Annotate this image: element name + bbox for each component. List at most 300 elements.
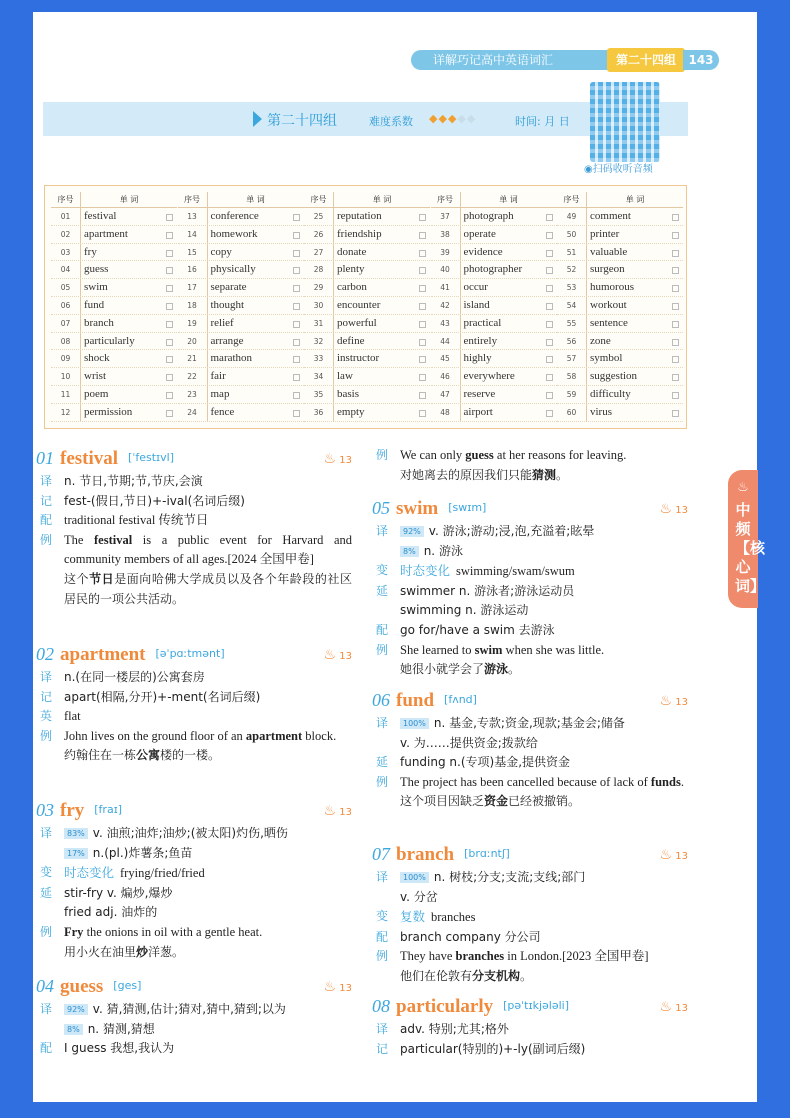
word: swim <box>84 281 108 294</box>
word-number: 31 <box>304 315 334 332</box>
word-row <box>304 333 430 351</box>
entry-number: 01 <box>36 448 54 468</box>
diamond-icon: ◆ <box>447 112 458 125</box>
word-number: 55 <box>557 315 587 332</box>
word-column <box>51 192 177 422</box>
word: law <box>337 370 353 383</box>
word-row <box>51 386 177 404</box>
frequency-badge: ♨ 13 <box>659 999 688 1015</box>
word: operate <box>463 227 496 240</box>
word: copy <box>210 245 232 258</box>
word: airport <box>463 405 493 418</box>
checkbox[interactable] <box>293 321 300 328</box>
word-row <box>431 297 557 315</box>
word-number: 57 <box>557 350 587 367</box>
word: evidence <box>463 245 503 258</box>
flame-icon: ♨ <box>323 451 337 467</box>
checkbox[interactable] <box>672 267 679 274</box>
word-row <box>557 404 683 422</box>
entry-branch: 07 branch [brɑːntʃ] ♨ 13 译 100% n. 树枝;分支;支流;支线;部门 v. 分岔 变 复数 branches 配 branch company 分公司 例 They have branches in London.[2023 全国甲卷] 他们在伦敦有分支机构。 <box>372 844 688 983</box>
checkbox[interactable] <box>672 374 679 381</box>
word: workout <box>590 298 627 311</box>
checkbox[interactable] <box>419 250 426 257</box>
word-number: 01 <box>51 208 81 225</box>
word-row <box>51 279 177 297</box>
word-column <box>557 192 683 422</box>
header-word: 单 词 <box>499 195 518 204</box>
word-number: 49 <box>557 208 587 225</box>
frequency-badge: ♨ 13 <box>323 803 352 819</box>
frequency-badge: ♨ 13 <box>659 501 688 517</box>
difficulty-label: 难度系数 <box>369 115 413 128</box>
word: practical <box>463 316 502 329</box>
word: instructor <box>337 352 380 365</box>
word-number: 29 <box>304 279 334 296</box>
word-number: 16 <box>178 261 208 278</box>
checkbox[interactable] <box>166 214 173 221</box>
word-number: 43 <box>431 315 461 332</box>
word-number: 47 <box>431 386 461 403</box>
checkbox[interactable] <box>293 356 300 363</box>
word-row <box>557 333 683 351</box>
word-row <box>178 315 304 333</box>
word-number: 23 <box>178 386 208 403</box>
word: apartment <box>84 227 128 240</box>
entry-fry: 03 fry [fraɪ] ♨ 13 译 83% v. 油煎;油炸;油炒;(被太阳)灼伤,晒伤 17% n.(pl.)炸薯条;鱼苗 变 时态变化 frying/fried/fried 延 stir-fry v. 煸炒,爆炒 fried adj. 油炸的 例 Fry the onions in oil with a gentle heat. 用小火在油里炒洋葱。 <box>36 800 352 959</box>
header-num: 序号 <box>431 192 461 207</box>
word: arrange <box>210 334 244 347</box>
word-row <box>557 208 683 226</box>
word: guess <box>84 263 109 276</box>
word-number: 42 <box>431 297 461 314</box>
translation: n. 节日,节期;节,节庆,会演 <box>64 474 203 488</box>
word-number: 13 <box>178 208 208 225</box>
word: relief <box>210 316 234 329</box>
checkbox[interactable] <box>166 267 173 274</box>
word-number: 38 <box>431 226 461 243</box>
word-row <box>557 315 683 333</box>
word-number: 07 <box>51 315 81 332</box>
word: printer <box>590 227 620 240</box>
word-row <box>304 386 430 404</box>
header-word: 单 词 <box>625 195 645 204</box>
checkbox[interactable] <box>546 303 553 310</box>
checkbox[interactable] <box>546 285 553 292</box>
word-number: 51 <box>557 244 587 261</box>
word: island <box>463 298 490 311</box>
diamond-icon: ◆ <box>429 112 439 125</box>
word-row <box>304 315 430 333</box>
word: physically <box>210 263 256 276</box>
frequency-badge: ♨ 13 <box>323 451 352 467</box>
word-row <box>304 297 430 315</box>
checkbox[interactable] <box>293 303 300 310</box>
header-word: 单 词 <box>119 195 139 204</box>
word-number: 10 <box>51 368 81 385</box>
word: permission <box>84 405 133 418</box>
checkbox[interactable] <box>672 250 679 257</box>
checkbox[interactable] <box>166 303 173 310</box>
group-title: 第二十四组 <box>267 113 337 129</box>
header-num: 序号 <box>557 192 587 207</box>
entry-particularly: 08 particularly [pəˈtɪkjələli] ♨ 13 译 adv. 特别;尤其;格外 记 particular(特别的)+-ly(副词后缀) <box>372 996 688 1056</box>
difficulty-gems <box>429 112 476 125</box>
word-row <box>304 279 430 297</box>
word-row <box>431 333 557 351</box>
flame-icon: ♨ <box>323 647 337 663</box>
word-number: 02 <box>51 226 81 243</box>
word-number: 32 <box>304 333 334 350</box>
checkbox[interactable] <box>166 374 173 381</box>
checkbox[interactable] <box>166 410 173 417</box>
word-number: 53 <box>557 279 587 296</box>
word: branch <box>84 316 114 329</box>
word: thought <box>210 298 245 311</box>
word: symbol <box>590 352 623 365</box>
entry-guess-example: 例 We can only guess at her reasons for leaving. 对她离去的原因我们只能猜测。 <box>376 448 627 482</box>
word-number: 17 <box>178 279 208 296</box>
checkbox[interactable] <box>672 303 679 310</box>
checkbox[interactable] <box>293 392 300 399</box>
word: encounter <box>337 298 381 311</box>
checkbox[interactable] <box>546 339 553 346</box>
word-number: 46 <box>431 368 461 385</box>
word-number: 37 <box>431 208 461 225</box>
word: everywhere <box>463 370 515 383</box>
word-number: 36 <box>304 404 334 421</box>
word: zone <box>590 334 611 347</box>
word-number: 45 <box>431 350 461 367</box>
checkbox[interactable] <box>293 285 300 292</box>
flame-icon: ♨ <box>659 847 673 863</box>
word-row <box>431 226 557 244</box>
word: festival <box>84 210 117 222</box>
word: highly <box>463 352 492 365</box>
word-row <box>51 404 177 422</box>
word: conference <box>210 210 259 222</box>
checkbox[interactable] <box>166 285 173 292</box>
headword: branch <box>396 844 455 865</box>
word-row <box>557 368 683 386</box>
checkbox[interactable] <box>293 339 300 346</box>
word: map <box>210 387 230 400</box>
word-number: 27 <box>304 244 334 261</box>
word-row <box>178 297 304 315</box>
headword: fry <box>60 800 85 821</box>
checkbox[interactable] <box>546 214 553 221</box>
word-column <box>178 192 304 422</box>
word-number: 39 <box>431 244 461 261</box>
word-row <box>557 279 683 297</box>
word-row <box>178 350 304 368</box>
checkbox[interactable] <box>672 356 679 363</box>
word-row <box>178 226 304 244</box>
word-row <box>557 226 683 244</box>
word-row <box>51 297 177 315</box>
word: empty <box>337 405 365 418</box>
word-number: 35 <box>304 386 334 403</box>
checkbox[interactable] <box>672 410 679 417</box>
checkbox[interactable] <box>166 392 173 399</box>
checkbox[interactable] <box>166 339 173 346</box>
checkbox[interactable] <box>293 250 300 257</box>
flame-icon: ♨ <box>659 501 673 517</box>
headword: guess <box>60 976 104 997</box>
word: wrist <box>84 370 106 383</box>
time-label: 时间: 月 日 <box>515 115 570 128</box>
checkbox[interactable] <box>166 250 173 257</box>
word-row <box>431 386 557 404</box>
word: carbon <box>337 281 367 294</box>
word: sentence <box>590 316 628 329</box>
qr-code-icon[interactable] <box>590 82 660 162</box>
checkbox[interactable] <box>546 267 553 274</box>
word-number: 60 <box>557 404 587 421</box>
word: define <box>337 334 365 347</box>
checkbox[interactable] <box>546 392 553 399</box>
frequency-badge: ♨ 13 <box>659 693 688 709</box>
word: reputation <box>337 210 382 222</box>
word-number: 44 <box>431 333 461 350</box>
word-number: 03 <box>51 244 81 261</box>
word-row <box>178 261 304 279</box>
word: separate <box>210 281 247 294</box>
flame-icon: ♨ <box>323 803 337 819</box>
word-number: 56 <box>557 333 587 350</box>
word: occur <box>463 281 488 294</box>
word-row <box>304 368 430 386</box>
word-row <box>431 368 557 386</box>
checkbox[interactable] <box>166 356 173 363</box>
word: reserve <box>463 387 496 400</box>
word: surgeon <box>590 263 625 276</box>
word-number: 18 <box>178 297 208 314</box>
word-row <box>304 244 430 262</box>
flame-icon: ♨ <box>737 480 749 495</box>
word: virus <box>590 405 612 418</box>
word: particularly <box>84 334 135 347</box>
entry-festival: 01 festival [ˈfestɪvl] ♨ 13 译 n. 节日,节期;节,节庆,会演 记 fest-(假日,节日)+-ival(名词后缀) 配 traditional festival 传统节日 例 The festival is a public event for Harvard and community members of all ages.[2024 全国甲卷] 这个节日是面向哈佛大学成员以及各个年龄段的社区居民的一项公共活动。 <box>36 448 352 609</box>
word-number: 22 <box>178 368 208 385</box>
frequency-badge: ♨ 13 <box>323 979 352 995</box>
word: difficulty <box>590 387 631 400</box>
checkbox[interactable] <box>166 232 173 239</box>
word-row <box>304 208 430 226</box>
group-label: 第二十四组 <box>607 48 685 72</box>
word-number: 33 <box>304 350 334 367</box>
word-row <box>431 315 557 333</box>
word-number: 54 <box>557 297 587 314</box>
entry-apartment: 02 apartment [əˈpɑːtmənt] ♨ 13 译 n.(在同一楼层的)公寓套房 记 apart(相隔,分开)+-ment(名词后缀) 英 flat 例 John lives on the ground floor of an apartment block. 约翰住在一栋公寓楼的一楼。 <box>36 644 352 763</box>
checkbox[interactable] <box>546 250 553 257</box>
word-number: 06 <box>51 297 81 314</box>
word: basis <box>337 387 359 400</box>
checkbox[interactable] <box>672 232 679 239</box>
word-row <box>557 350 683 368</box>
word: suggestion <box>590 370 638 383</box>
word-number: 08 <box>51 333 81 350</box>
word-number: 34 <box>304 368 334 385</box>
header-num: 序号 <box>51 192 81 207</box>
word: entirely <box>463 334 498 347</box>
word: humorous <box>590 281 634 294</box>
word-number: 21 <box>178 350 208 367</box>
frequency-badge: ♨ 13 <box>659 847 688 863</box>
checkbox[interactable] <box>293 410 300 417</box>
word-column <box>431 192 557 422</box>
word-row <box>304 226 430 244</box>
word-list-table <box>44 185 687 429</box>
word-number: 25 <box>304 208 334 225</box>
diamond-icon: ◆ <box>457 112 467 125</box>
example-cn: 这个节日是面向哈佛大学成员以及各个年龄段的社区居民的一项公共活动。 <box>64 571 352 606</box>
checkbox[interactable] <box>419 410 426 417</box>
checkbox[interactable] <box>672 285 679 292</box>
word-row <box>557 261 683 279</box>
checkbox[interactable] <box>293 267 300 274</box>
headword: festival <box>60 448 119 469</box>
word-row <box>557 244 683 262</box>
checkbox[interactable] <box>419 374 426 381</box>
flame-icon: ♨ <box>659 693 673 709</box>
word: marathon <box>210 352 253 365</box>
word-number: 41 <box>431 279 461 296</box>
word-row <box>304 261 430 279</box>
diamond-icon: ◆ <box>438 112 448 125</box>
checkbox[interactable] <box>546 374 553 381</box>
checkbox[interactable] <box>546 321 553 328</box>
qr-caption: ◉扫码收听音频 <box>584 164 653 175</box>
checkbox[interactable] <box>419 321 426 328</box>
word-number: 52 <box>557 261 587 278</box>
word-number: 50 <box>557 226 587 243</box>
headword: fund <box>396 690 435 711</box>
word-row <box>557 386 683 404</box>
word-row <box>51 350 177 368</box>
checkbox[interactable] <box>672 339 679 346</box>
word: homework <box>210 227 258 240</box>
checkbox[interactable] <box>419 232 426 239</box>
word: fair <box>210 370 226 383</box>
play-arrow-icon <box>253 111 262 127</box>
frequency-badge: ♨ 13 <box>323 647 352 663</box>
checkbox[interactable] <box>672 321 679 328</box>
word-row <box>178 333 304 351</box>
word-number: 59 <box>557 386 587 403</box>
word: photograph <box>463 210 514 222</box>
header-num: 序号 <box>178 192 208 207</box>
word-number: 11 <box>51 386 81 403</box>
header-num: 序号 <box>304 192 334 207</box>
word-row <box>304 404 430 422</box>
word-number: 15 <box>178 244 208 261</box>
word-number: 09 <box>51 350 81 367</box>
word-number: 04 <box>51 261 81 278</box>
word-number: 19 <box>178 315 208 332</box>
word-column <box>304 192 430 422</box>
headword: apartment <box>60 644 146 665</box>
word: fry <box>84 245 97 258</box>
word-number: 24 <box>178 404 208 421</box>
checkbox[interactable] <box>419 356 426 363</box>
word: photographer <box>463 263 523 276</box>
headword: swim <box>396 498 439 519</box>
word-number: 14 <box>178 226 208 243</box>
checkbox[interactable] <box>672 214 679 221</box>
checkbox[interactable] <box>419 214 426 221</box>
word: poem <box>84 387 109 400</box>
word: donate <box>337 245 367 258</box>
word-row <box>431 350 557 368</box>
flame-icon: ♨ <box>659 999 673 1015</box>
checkbox[interactable] <box>419 303 426 310</box>
word-number: 30 <box>304 297 334 314</box>
example-en: The festival is a public event for Harvard and community members of all ages.[2024 全国甲卷] <box>64 532 352 567</box>
word-number: 26 <box>304 226 334 243</box>
word: powerful <box>337 316 377 329</box>
header-word: 单 词 <box>372 195 392 204</box>
word-number: 28 <box>304 261 334 278</box>
word-row <box>431 404 557 422</box>
phonetic: [ˈfestɪvl] <box>128 451 174 464</box>
word-row <box>178 208 304 226</box>
dictionary-page <box>33 12 757 1102</box>
word-row <box>51 333 177 351</box>
word: comment <box>590 210 631 222</box>
word-row <box>51 226 177 244</box>
word-number: 58 <box>557 368 587 385</box>
word-row <box>51 208 177 226</box>
word: plenty <box>337 263 365 276</box>
word-row <box>557 297 683 315</box>
checkbox[interactable] <box>293 232 300 239</box>
checkbox[interactable] <box>293 374 300 381</box>
checkbox[interactable] <box>546 410 553 417</box>
word-row <box>51 261 177 279</box>
headword: particularly <box>396 996 494 1017</box>
word-row <box>51 368 177 386</box>
word-row <box>178 368 304 386</box>
book-title: 详解巧记高中英语词汇 <box>411 50 609 70</box>
checkbox[interactable] <box>546 356 553 363</box>
word-row <box>178 244 304 262</box>
word-row <box>431 208 557 226</box>
checkbox[interactable] <box>293 214 300 221</box>
checkbox[interactable] <box>546 232 553 239</box>
word-number: 12 <box>51 404 81 421</box>
word-row <box>431 244 557 262</box>
collocation: traditional festival 传统节日 <box>64 513 209 528</box>
word-number: 05 <box>51 279 81 296</box>
word-number: 48 <box>431 404 461 421</box>
checkbox[interactable] <box>419 267 426 274</box>
word-row <box>178 386 304 404</box>
checkbox[interactable] <box>419 339 426 346</box>
frequency-side-tab: ♨ 中频【核心词】 <box>728 470 758 608</box>
word-row <box>51 315 177 333</box>
checkbox[interactable] <box>166 321 173 328</box>
entry-fund: 06 fund [fʌnd] ♨ 13 译 100% n. 基金,专款;资金,现款;基金会;储备 v. 为……提供资金;拨款给 延 funding n.(专项)基金,提供资金 例 The project has been cancelled because of lack of funds. 这个项目因缺乏资金已经被撤销。 <box>372 690 688 809</box>
word-row <box>178 404 304 422</box>
page-number: 143 <box>683 50 719 70</box>
word-row <box>304 350 430 368</box>
word-row <box>431 279 557 297</box>
word-row <box>431 261 557 279</box>
entry-swim: 05 swim [swɪm] ♨ 13 译 92% v. 游泳;游动;浸,泡,充溢着;眩晕 8% n. 游泳 变 时态变化 swimming/swam/swum 延 swimmer n. 游泳者;游泳运动员 swimming n. 游泳运动 配 go for/have a swim 去游泳 例 She learned to swim when she was little. 她很小就学会了游泳。 <box>372 498 688 677</box>
checkbox[interactable] <box>672 392 679 399</box>
checkbox[interactable] <box>419 285 426 292</box>
checkbox[interactable] <box>419 392 426 399</box>
